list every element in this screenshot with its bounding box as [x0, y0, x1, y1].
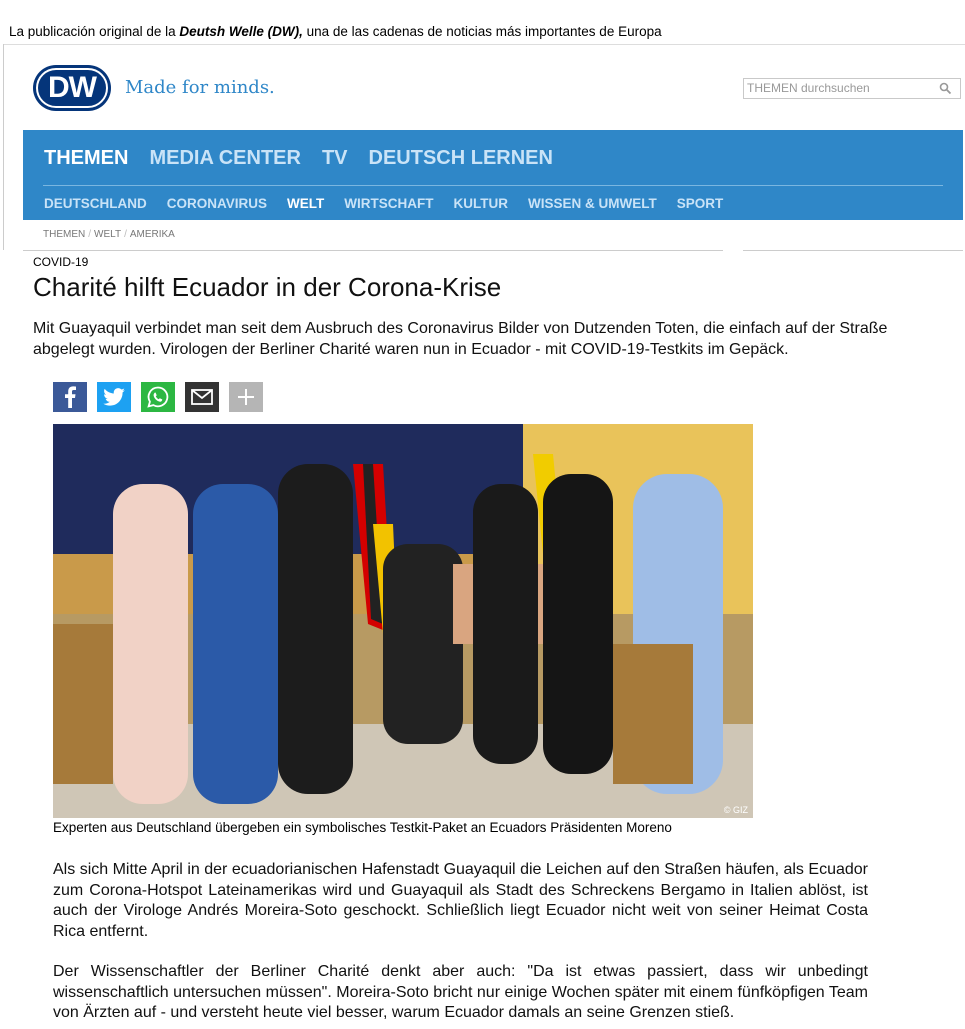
divider [743, 250, 963, 251]
subnav-wirtschaft[interactable]: WIRTSCHAFT [344, 196, 434, 211]
subnav-welt[interactable]: WELT [287, 196, 325, 211]
article-paragraph: Als sich Mitte April in der ecuadorianischen Hafenstadt Guayaquil die Leichen auf den Straßen häufen, als Ecuador zum Corona-Hotspot Lateinamerikas wird und Guayaquil als Stadt des Schreckens Bergamo in Italien ablöst, ist auch der Virologe Andrés Moreira-Soto geschockt. Schließlich liegt Ecuador nicht weit von seiner Heimat Costa Rica entfernt. [53, 861, 868, 940]
dw-logo[interactable] [33, 65, 111, 111]
breadcrumb-themen[interactable]: THEMEN [43, 229, 86, 240]
nav-media-center[interactable]: MEDIA CENTER [149, 147, 301, 169]
photo-credit: © GIZ [723, 805, 748, 815]
breadcrumb-separator: / [124, 229, 127, 240]
article-title: Charité hilft Ecuador in der Corona-Krise [33, 272, 502, 302]
logo-text: DW [48, 71, 96, 104]
note-source: Deutsh Welle (DW), [179, 24, 303, 39]
article-lead: Mit Guayaquil verbindet man seit dem Ausbruch des Coronavirus Bilder von Dutzenden Toten, die einfach auf der Straße abgelegt wurden. Virologen der Berliner Charité waren nun in Ecuador - mit COVID-19-Testkits im Gepäck. [33, 320, 888, 358]
search-box[interactable] [743, 78, 961, 99]
subnav-sport[interactable]: SPORT [676, 196, 724, 211]
subnav-deutschland[interactable]: DEUTSCHLAND [44, 196, 147, 211]
facebook-icon [63, 386, 77, 408]
secondary-nav [44, 196, 723, 211]
nav-divider [43, 185, 943, 186]
whatsapp-share-button[interactable] [141, 382, 175, 412]
breadcrumb-separator: / [88, 229, 92, 240]
more-share-button[interactable] [229, 382, 263, 412]
photo-scene [53, 424, 753, 818]
subnav-coronavirus[interactable]: CORONAVIRUS [166, 196, 268, 211]
photo-caption: Experten aus Deutschland übergeben ein symbolisches Testkit-Paket an Ecuadors Präsidenten Moreno [53, 820, 672, 835]
divider [23, 250, 723, 251]
plus-icon [236, 387, 256, 407]
note-text-end: una de las cadenas de noticias más importantes de Europa [302, 24, 662, 39]
note-text: La publicación original de la [9, 24, 180, 39]
whatsapp-icon [147, 386, 169, 408]
breadcrumb-amerika[interactable]: AMERIKA [129, 229, 175, 240]
divider [3, 44, 965, 45]
article-photo[interactable] [53, 424, 753, 818]
primary-nav [44, 147, 553, 170]
nav-themen[interactable]: THEMEN [44, 147, 129, 169]
divider [3, 44, 4, 250]
search-input[interactable] [744, 79, 927, 97]
email-share-button[interactable] [185, 382, 219, 412]
breadcrumb [43, 229, 175, 240]
twitter-share-button[interactable] [97, 382, 131, 412]
article-kicker: COVID-19 [33, 255, 89, 269]
nav-tv[interactable]: TV [321, 147, 348, 169]
search-icon[interactable] [939, 82, 952, 95]
original-publication-note [9, 24, 662, 39]
email-icon [191, 389, 213, 405]
article-paragraph: Der Wissenschaftler der Berliner Charité denkt aber auch: "Da ist etwas passiert, dass wir unbedingt wissenschaftlich untersuchen müssen". Moreira-Soto bricht nur einige Wochen später mit einem fünfköpfigen Team von Ärzten auf - und versteht heute viel besser, warum Ecuador damals an seine Grenzen stieß. [53, 963, 868, 1021]
facebook-share-button[interactable] [53, 382, 87, 412]
tagline: Made for minds. [125, 77, 275, 98]
breadcrumb-welt[interactable]: WELT [94, 229, 122, 240]
share-bar [53, 382, 263, 412]
subnav-wissen-umwelt[interactable]: WISSEN & UMWELT [528, 196, 657, 211]
subnav-kultur[interactable]: KULTUR [453, 196, 508, 211]
nav-deutsch-lernen[interactable]: DEUTSCH LERNEN [368, 147, 553, 169]
main-navigation [23, 130, 963, 220]
twitter-icon [103, 388, 125, 406]
